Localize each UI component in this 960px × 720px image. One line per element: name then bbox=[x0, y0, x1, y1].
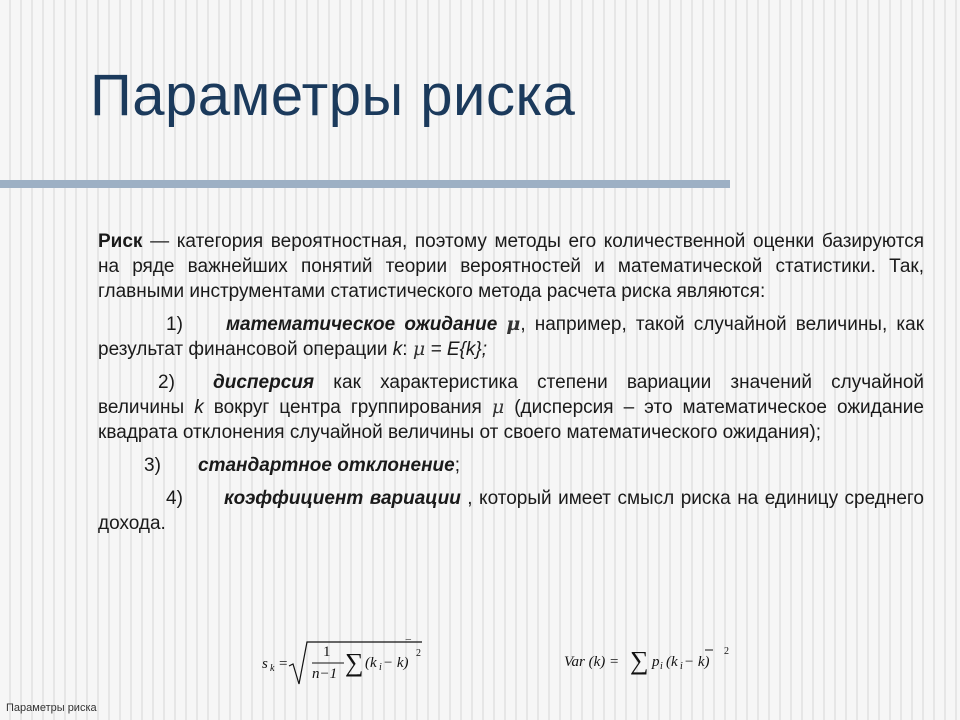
var-k: k bbox=[392, 339, 403, 360]
list-item bbox=[98, 486, 924, 536]
slide-footer: Параметры риска bbox=[6, 702, 97, 714]
item-text: как характеристика степени вариации значений случайной величины bbox=[98, 372, 924, 418]
list-item bbox=[98, 312, 924, 362]
item-text: ; bbox=[454, 455, 460, 476]
formula-power: 2 bbox=[416, 648, 421, 659]
formula-expectation: = E{k}; bbox=[425, 339, 487, 360]
item-text: , например, такой случайной величины, как результат финансовой операции bbox=[98, 314, 925, 360]
formula-p-sub: i bbox=[660, 661, 663, 672]
term-expectation: математическое ожидание bbox=[226, 314, 507, 335]
item-text: (дисперсия – это математическое ожидание квадрата отклонения случайной величины от своего математического ожидания); bbox=[98, 397, 924, 443]
formula-body-rest: − k) bbox=[684, 654, 710, 670]
formula-lhs-sub: k bbox=[270, 663, 275, 674]
formula-body-rest: − k) bbox=[383, 655, 409, 671]
slide-title: Параметры риска bbox=[90, 63, 576, 128]
item-number: 4) bbox=[166, 488, 183, 509]
formula-body: (k bbox=[666, 654, 678, 670]
formula-denominator: n−1 bbox=[312, 666, 338, 682]
mu-symbol: μ bbox=[506, 313, 521, 335]
term-variance: дисперсия bbox=[213, 372, 315, 393]
item-text: вокруг центра группирования bbox=[203, 397, 492, 418]
formula-var-lhs: Var (k) = bbox=[564, 654, 620, 670]
var-k: k bbox=[194, 397, 204, 418]
sigma-symbol: ∑ bbox=[630, 646, 649, 675]
term-risk: Риск bbox=[98, 231, 143, 252]
intro-paragraph bbox=[98, 229, 924, 304]
formula-lhs: s bbox=[262, 656, 268, 672]
formula-body-sub: i bbox=[379, 662, 382, 673]
item-number: 3) bbox=[144, 455, 161, 476]
formula-numerator: 1 bbox=[323, 644, 331, 660]
item-number: 1) bbox=[166, 314, 183, 335]
list-item bbox=[98, 370, 924, 445]
formula-power: 2 bbox=[724, 646, 729, 657]
formula-mu: μ bbox=[412, 338, 426, 360]
formula-body-sub: i bbox=[680, 661, 683, 672]
formula-eq: = bbox=[279, 656, 288, 672]
formula-p: p bbox=[652, 654, 660, 670]
item-text: , который имеет смысл риска на единицу среднего дохода. bbox=[98, 488, 924, 534]
formula-body: (k bbox=[365, 655, 377, 671]
mu-symbol: μ bbox=[491, 396, 505, 418]
term-variation-coef: коэффициент вариации bbox=[224, 488, 461, 509]
item-text: : bbox=[402, 339, 413, 360]
formula-mean-bar: ‾ bbox=[406, 639, 411, 654]
list-item bbox=[98, 453, 924, 478]
intro-text: — категория вероятностная, поэтому методы его количественной оценки базируются на ряде важнейших понятий теории вероятностей и математической статистики. Так, главными инструментами статистического метода расчета риска являются: bbox=[98, 231, 924, 302]
std-deviation-formula bbox=[262, 638, 432, 688]
item-number: 2) bbox=[158, 372, 175, 393]
title-divider bbox=[0, 180, 730, 188]
term-std-deviation: стандартное отклонение bbox=[198, 455, 455, 476]
slide-body bbox=[98, 229, 924, 536]
variance-formula bbox=[564, 646, 744, 676]
sigma-symbol: ∑ bbox=[345, 648, 364, 677]
